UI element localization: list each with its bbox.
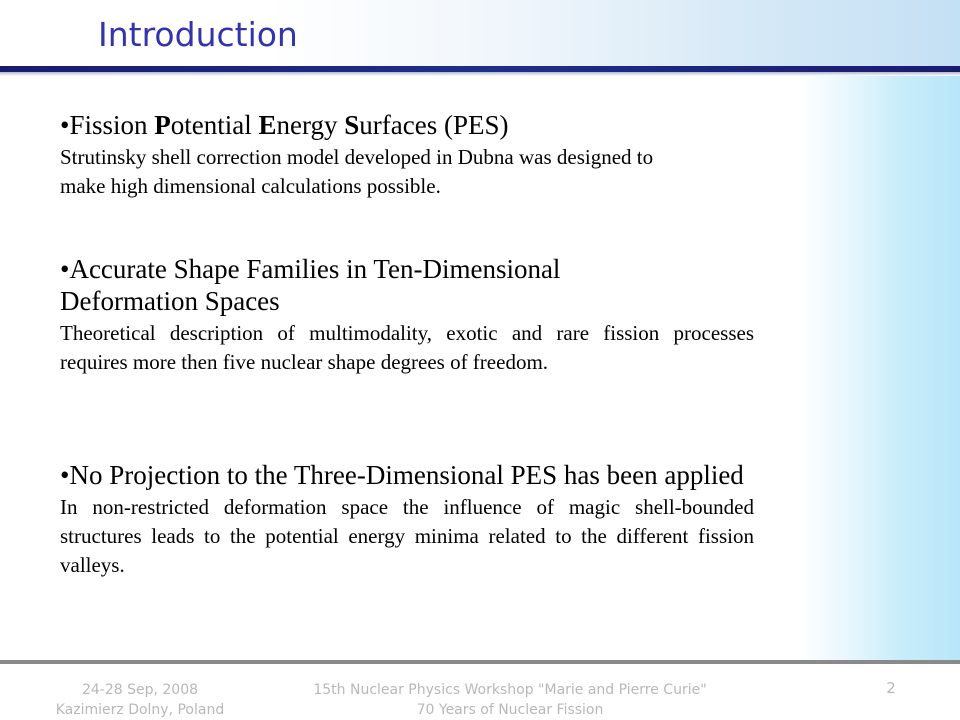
section-body: In non-restricted deformation space the influence of magic shell-bounded structures leads to the potential energy minima related to the different fission valleys.: [60, 495, 754, 577]
heading-part: otential: [170, 110, 259, 140]
footer-divider: [0, 660, 960, 664]
bullet: •: [60, 254, 70, 284]
page-number: 2: [886, 679, 896, 697]
section-body: Strutinsky shell correction model developed in Dubna was designed to make high dimensional calculations possible.: [60, 145, 654, 198]
bullet: •: [60, 460, 70, 490]
section-pes: [60, 109, 754, 201]
section-body: Theoretical description of multimodality, exotic and rare fission processes requires more then five nuclear shape degrees of freedom.: [60, 321, 754, 374]
footer-place: Kazimierz Dolny, Poland: [55, 702, 225, 718]
footer-event-line2: 70 Years of Nuclear Fission: [416, 702, 604, 718]
footer-event: [250, 680, 770, 720]
heading-part: nergy: [276, 110, 345, 140]
heading-part-bold: P: [154, 110, 171, 140]
section-heading: [60, 459, 754, 491]
section-heading: [60, 253, 700, 317]
section-shape-families: [60, 253, 754, 377]
heading-part-bold: S: [344, 110, 360, 140]
heading-part: urfaces (PES): [359, 110, 509, 140]
footer-date: 24-28 Sep, 2008: [81, 682, 199, 698]
footer-event-line1: 15th Nuclear Physics Workshop "Marie and Pierre Curie": [313, 682, 707, 698]
slide-title: Introduction: [98, 15, 298, 54]
footer-date-place: [40, 680, 240, 720]
heading-part-bold: E: [258, 110, 277, 140]
heading-text: No Projection to the Three-Dimensional PES has been applied: [69, 460, 744, 490]
decorative-side-panel: [800, 76, 960, 662]
section-heading: [60, 109, 754, 141]
section-no-projection: [60, 459, 754, 580]
heading-text: Accurate Shape Families in Ten-Dimensional Deformation Spaces: [60, 254, 561, 316]
heading-part: Fission: [69, 110, 155, 140]
bullet: •: [60, 110, 70, 140]
